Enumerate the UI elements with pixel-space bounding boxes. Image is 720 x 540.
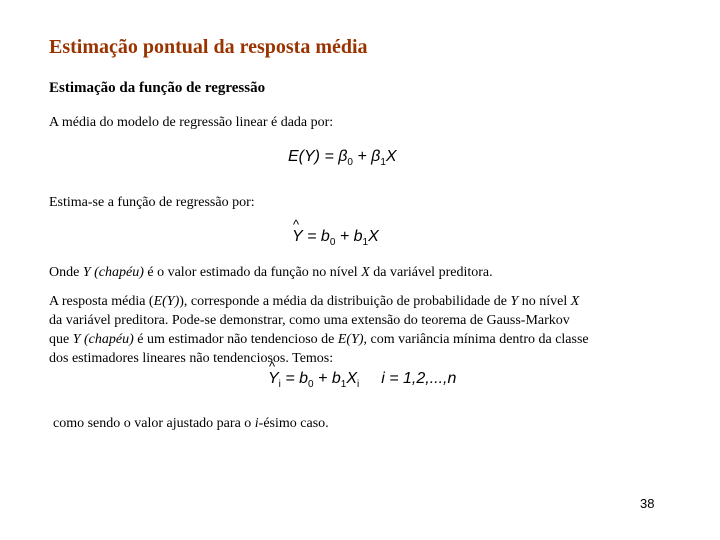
- eq3-sub-xi: i: [356, 379, 360, 391]
- p4-ey-term: E(Y): [153, 294, 180, 309]
- p5-text: -ésimo caso.: [258, 416, 329, 431]
- eq2-sub1: 1: [362, 237, 369, 249]
- page-number: 38: [640, 496, 655, 511]
- equation-fitted-function: [292, 228, 379, 248]
- eq3-range: i = 1,2,...,n: [381, 370, 457, 387]
- eq2-yhat: ^ Y: [292, 228, 303, 246]
- eq2-b1: b: [353, 228, 363, 245]
- eq3-plus: +: [313, 370, 332, 387]
- p4-ey-term: E(Y): [337, 332, 364, 347]
- p4-line: [49, 292, 589, 311]
- equation-fitted-values: [268, 370, 456, 390]
- paragraph-mean-model: A média do modelo de regressão linear é dada por:: [49, 115, 334, 130]
- slide-title: Estimação pontual da resposta média: [49, 36, 368, 58]
- paragraph-fitted-value: [53, 414, 329, 433]
- eq3-sub-i: i: [278, 379, 281, 391]
- p3-text: da variável preditora.: [369, 265, 493, 280]
- p4-text: é um estimador não tendencioso de: [133, 332, 338, 347]
- p4-x-term: X: [570, 294, 580, 309]
- paragraph-mean-response: [49, 292, 589, 368]
- eq1-beta0: β: [338, 148, 348, 165]
- paragraph-where: [49, 263, 493, 282]
- p3-yhat-term: Y (chapéu): [82, 265, 144, 280]
- eq3-x: X: [346, 370, 357, 387]
- eq2-sub0: 0: [329, 237, 336, 249]
- p4-text: A resposta média (: [49, 294, 154, 309]
- p4-text: no nível: [518, 294, 571, 309]
- equation-expected-value: [288, 148, 397, 168]
- eq3-sub1: 1: [340, 379, 347, 391]
- p4-line: [49, 330, 589, 349]
- p4-text: ), corresponde a média da distribuição de probabilidade de: [179, 294, 511, 309]
- eq3-equals: =: [280, 370, 300, 387]
- p5-i-term: i: [254, 416, 259, 431]
- eq1-lhs: E(Y): [288, 148, 320, 165]
- eq1-x: X: [385, 148, 397, 165]
- p4-text: que: [49, 332, 73, 347]
- eq1-beta1: β: [371, 148, 381, 165]
- section-subtitle: Estimação da função de regressão: [49, 80, 266, 96]
- p4-y-term: Y: [510, 294, 519, 309]
- eq1-sub0: 0: [347, 157, 353, 169]
- p5-text: como sendo o valor ajustado para o: [53, 416, 255, 431]
- p4-text: , com variância mínima dentro da classe: [363, 332, 589, 347]
- eq1-plus: +: [352, 148, 372, 165]
- eq2-x: X: [368, 228, 379, 245]
- eq3-sub0: 0: [308, 379, 314, 391]
- p4-line: dos estimadores lineares não tendenciosos. Temos:: [49, 351, 334, 366]
- p3-text: Onde: [49, 265, 83, 280]
- eq2-b0: b: [320, 228, 330, 245]
- eq2-equals: =: [302, 228, 321, 245]
- p3-x-term: X: [361, 265, 370, 280]
- paragraph-estimate: Estima-se a função de regressão por:: [49, 195, 255, 210]
- eq1-equals: =: [320, 148, 339, 165]
- eq1-sub1: 1: [380, 157, 386, 169]
- p4-line: da variável preditora. Pode-se demonstrar, como uma extensão do teorema de Gauss-Markov: [49, 313, 570, 328]
- eq2-plus: +: [335, 228, 354, 245]
- eq3-b0: b: [299, 370, 309, 387]
- p4-yhat-term: Y (chapéu): [72, 332, 134, 347]
- eq3-b1: b: [331, 370, 341, 387]
- eq3-yhat: ^ Y: [268, 370, 279, 388]
- p3-text: é o valor estimado da função no nível: [143, 265, 362, 280]
